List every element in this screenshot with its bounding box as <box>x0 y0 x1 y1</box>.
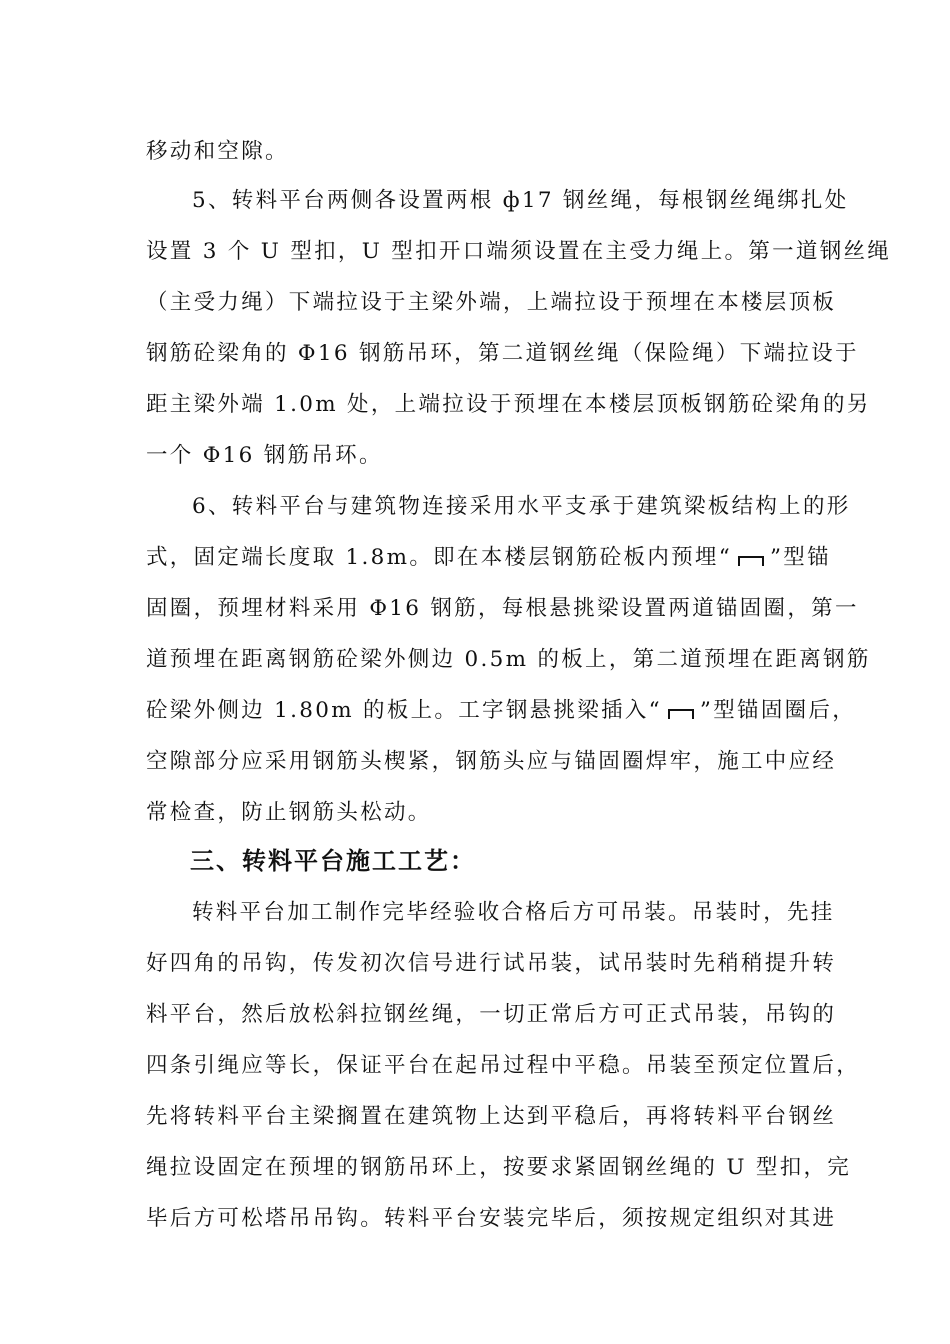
text-line: （主受力绳）下端拉设于主梁外端，上端拉设于预埋在本楼层顶板 <box>146 290 837 315</box>
text-line: 转料平台加工制作完毕经验收合格后方可吊装。吊装时，先挂 <box>192 900 835 925</box>
text-line: 空隙部分应采用钢筋头楔紧，钢筋头应与锚固圈焊牢，施工中应经 <box>146 749 837 774</box>
text-line: 钢筋砼梁角的 Φ16 钢筋吊环，第二道钢丝绳（保险绳）下端拉设于 <box>146 341 859 366</box>
text-line: 好四角的吊钩，传发初次信号进行试吊装，试吊装时先稍稍提升转 <box>146 951 837 976</box>
text-line: 毕后方可松塔吊吊钩。转料平台安装完毕后，须按规定组织对其进 <box>146 1206 837 1231</box>
text-segment: ”型锚固圈后， <box>699 698 857 723</box>
text-segment: ”型锚 <box>770 545 831 570</box>
text-segment: 砼梁外侧边 1.80m 的板上。工字钢悬挑梁插入“ <box>146 698 662 723</box>
text-line: 5、转料平台两侧各设置两根 ф17 钢丝绳，每根钢丝绳绑扎处 <box>192 188 849 213</box>
text-line: 先将转料平台主梁搁置在建筑物上达到平稳后，再将转料平台钢丝 <box>146 1104 837 1129</box>
text-line: 6、转料平台与建筑物连接采用水平支承于建筑梁板结构上的形 <box>192 494 851 519</box>
text-line: 常检查，防止钢筋头松动。 <box>146 800 432 825</box>
text-line: 固圈，预埋材料采用 Φ16 钢筋，每根悬挑梁设置两道锚固圈，第一 <box>146 596 859 621</box>
text-line: 设置 3 个 U 型扣，U 型扣开口端须设置在主受力绳上。第一道钢丝绳 <box>146 239 892 264</box>
text-line: 四条引绳应等长，保证平台在起吊过程中平稳。吊装至预定位置后， <box>146 1053 861 1078</box>
anchor-symbol-icon <box>738 556 764 566</box>
text-line <box>146 696 857 726</box>
text-line: 绳拉设固定在预埋的钢筋吊环上，按要求紧固钢丝绳的 U 型扣，完 <box>146 1155 852 1180</box>
text-line: 料平台，然后放松斜拉钢丝绳，一切正常后方可正式吊装，吊钩的 <box>146 1002 837 1027</box>
anchor-symbol-icon <box>668 709 694 719</box>
section-heading: 三、转料平台施工工艺： <box>190 847 476 875</box>
text-segment: 式，固定端长度取 1.8m。即在本楼层钢筋砼板内预埋“ <box>146 545 733 570</box>
text-line: 距主梁外端 1.0m 处，上端拉设于预埋在本楼层顶板钢筋砼梁角的另 <box>146 392 871 417</box>
text-line <box>146 543 831 573</box>
text-line: 道预埋在距离钢筋砼梁外侧边 0.5m 的板上，第二道预埋在距离钢筋 <box>146 647 871 672</box>
text-line: 移动和空隙。 <box>146 139 289 164</box>
text-line: 一个 Φ16 钢筋吊环。 <box>146 443 383 468</box>
